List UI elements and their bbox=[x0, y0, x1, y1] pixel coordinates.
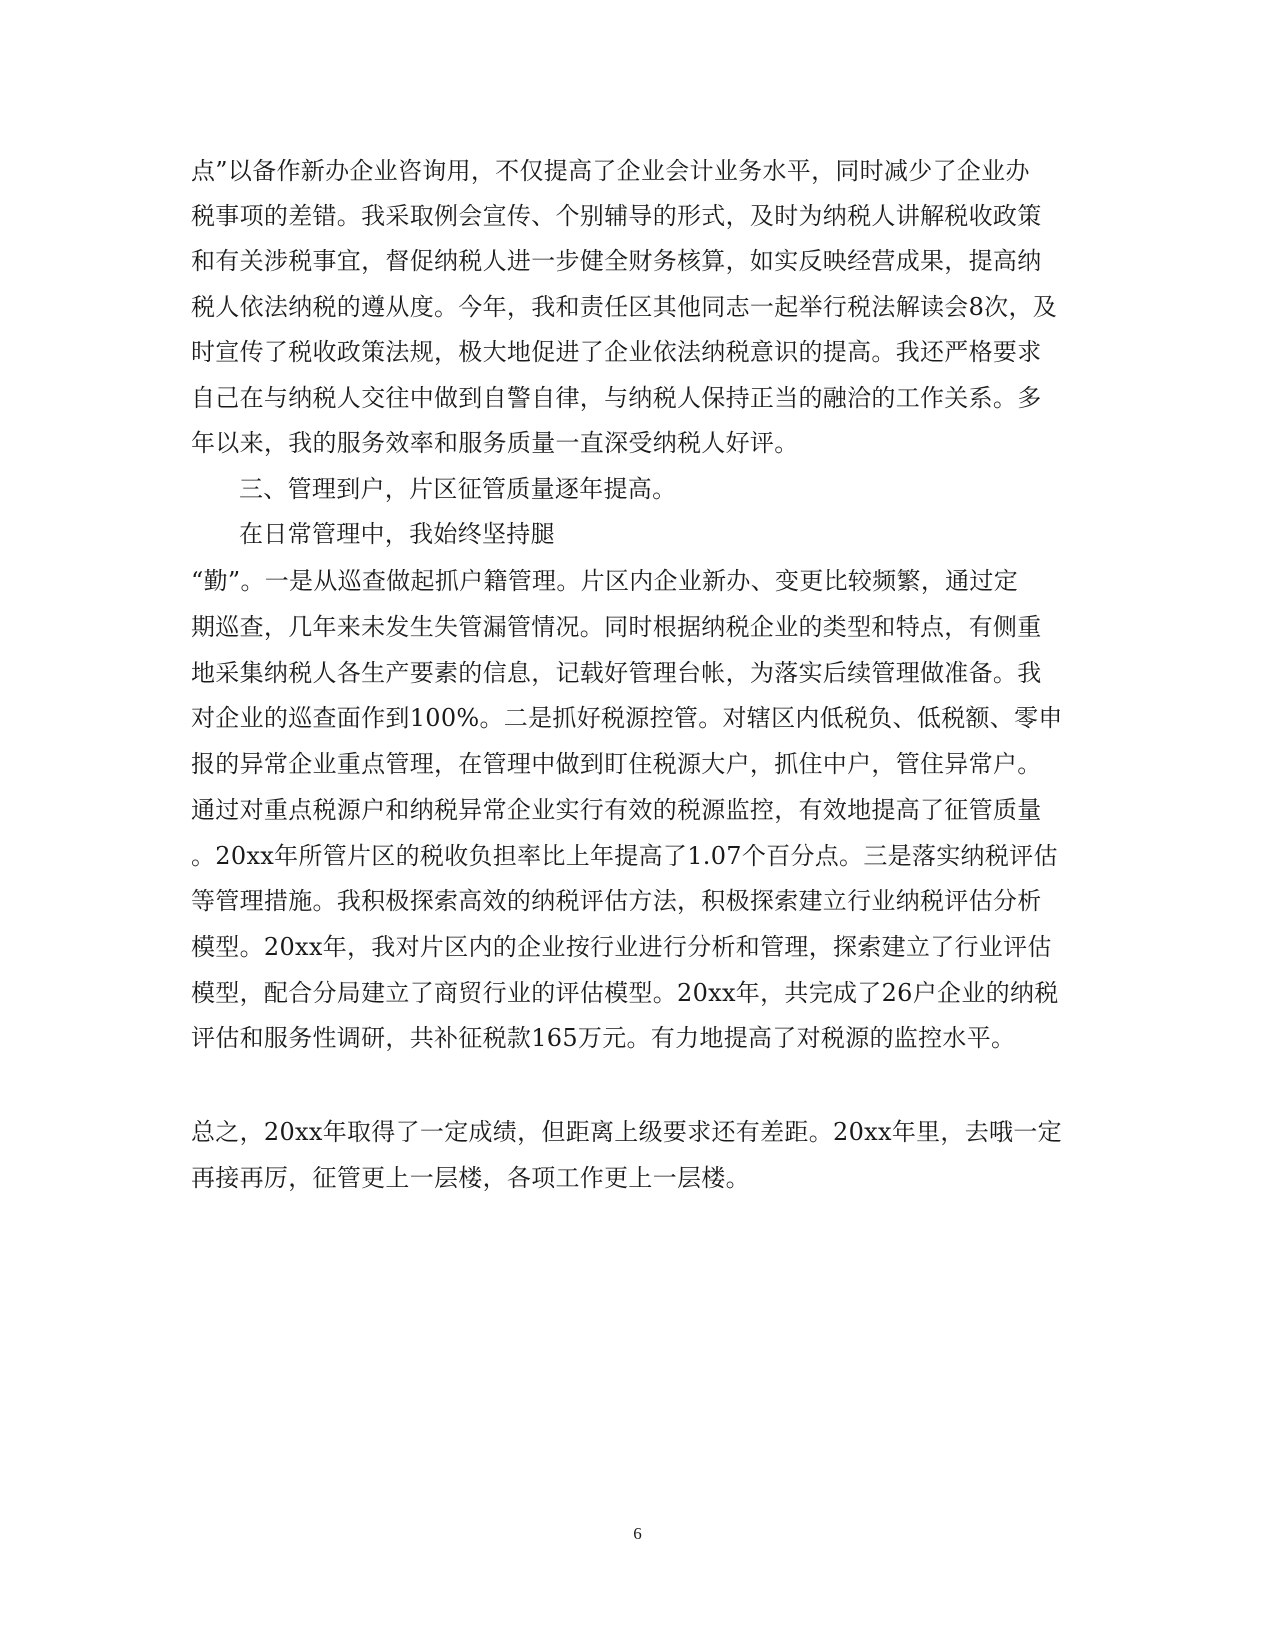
text-line: 评估和服务性调研，共补征税款165万元。有力地提高了对税源的监控水平。 bbox=[191, 1024, 1016, 1052]
text-line: 和有关涉税事宜，督促纳税人进一步健全财务核算，如实反映经营成果，提高纳 bbox=[191, 247, 1042, 275]
text-line: 地采集纳税人各生产要素的信息，记载好管理台帐，为落实后续管理做准备。我 bbox=[191, 659, 1042, 687]
text-line: 模型，配合分局建立了商贸行业的评估模型。20xx年，共完成了26户企业的纳税 bbox=[191, 979, 1059, 1007]
text-line: 。20xx年所管片区的税收负担率比上年提高了1.07个百分点。三是落实纳税评估 bbox=[191, 842, 1058, 870]
text-line: 时宣传了税收政策法规，极大地促进了企业依法纳税意识的提高。我还严格要求 bbox=[191, 338, 1042, 366]
text-line: 对企业的巡查面作到100%。二是抓好税源控管。对辖区内低税负、低税额、零申 bbox=[191, 704, 1063, 732]
text-line: 在日常管理中，我始终坚持腿 bbox=[239, 520, 555, 548]
text-line: 年以来，我的服务效率和服务质量一直深受纳税人好评。 bbox=[191, 429, 799, 457]
text-line: 报的异常企业重点管理，在管理中做到盯住税源大户，抓住中户，管住异常户。 bbox=[191, 750, 1042, 778]
text-line: 税事项的差错。我采取例会宣传、个别辅导的形式，及时为纳税人讲解税收政策 bbox=[191, 202, 1042, 230]
text-line: 自己在与纳税人交往中做到自警自律，与纳税人保持正当的融洽的工作关系。多 bbox=[191, 384, 1042, 412]
text-line: 总之，20xx年取得了一定成绩，但距离上级要求还有差距。20xx年里，去哦一定 bbox=[191, 1118, 1062, 1146]
text-line: 期巡查，几年来未发生失管漏管情况。同时根据纳税企业的类型和特点，有侧重 bbox=[191, 613, 1042, 641]
text-line: 模型。20xx年，我对片区内的企业按行业进行分析和管理，探索建立了行业评估 bbox=[191, 933, 1052, 961]
text-line: 等管理措施。我积极探索高效的纳税评估方法，积极探索建立行业纳税评估分析 bbox=[191, 887, 1042, 915]
text-line: 通过对重点税源户和纳税异常企业实行有效的税源监控，有效地提高了征管质量 bbox=[191, 796, 1042, 824]
text-line: 点”以备作新办企业咨询用，不仅提高了企业会计业务水平，同时减少了企业办 bbox=[191, 157, 1030, 185]
page-number: 6 bbox=[633, 1524, 642, 1543]
text-line: 税人依法纳税的遵从度。今年，我和责任区其他同志一起举行税法解读会8次，及 bbox=[191, 293, 1058, 321]
section-heading: 三、管理到户，片区征管质量逐年提高。 bbox=[239, 475, 677, 503]
text-line: 再接再厉，征管更上一层楼，各项工作更上一层楼。 bbox=[191, 1164, 750, 1192]
text-line: “勤”。一是从巡查做起抓户籍管理。片区内企业新办、变更比较频繁，通过定 bbox=[191, 567, 1019, 595]
